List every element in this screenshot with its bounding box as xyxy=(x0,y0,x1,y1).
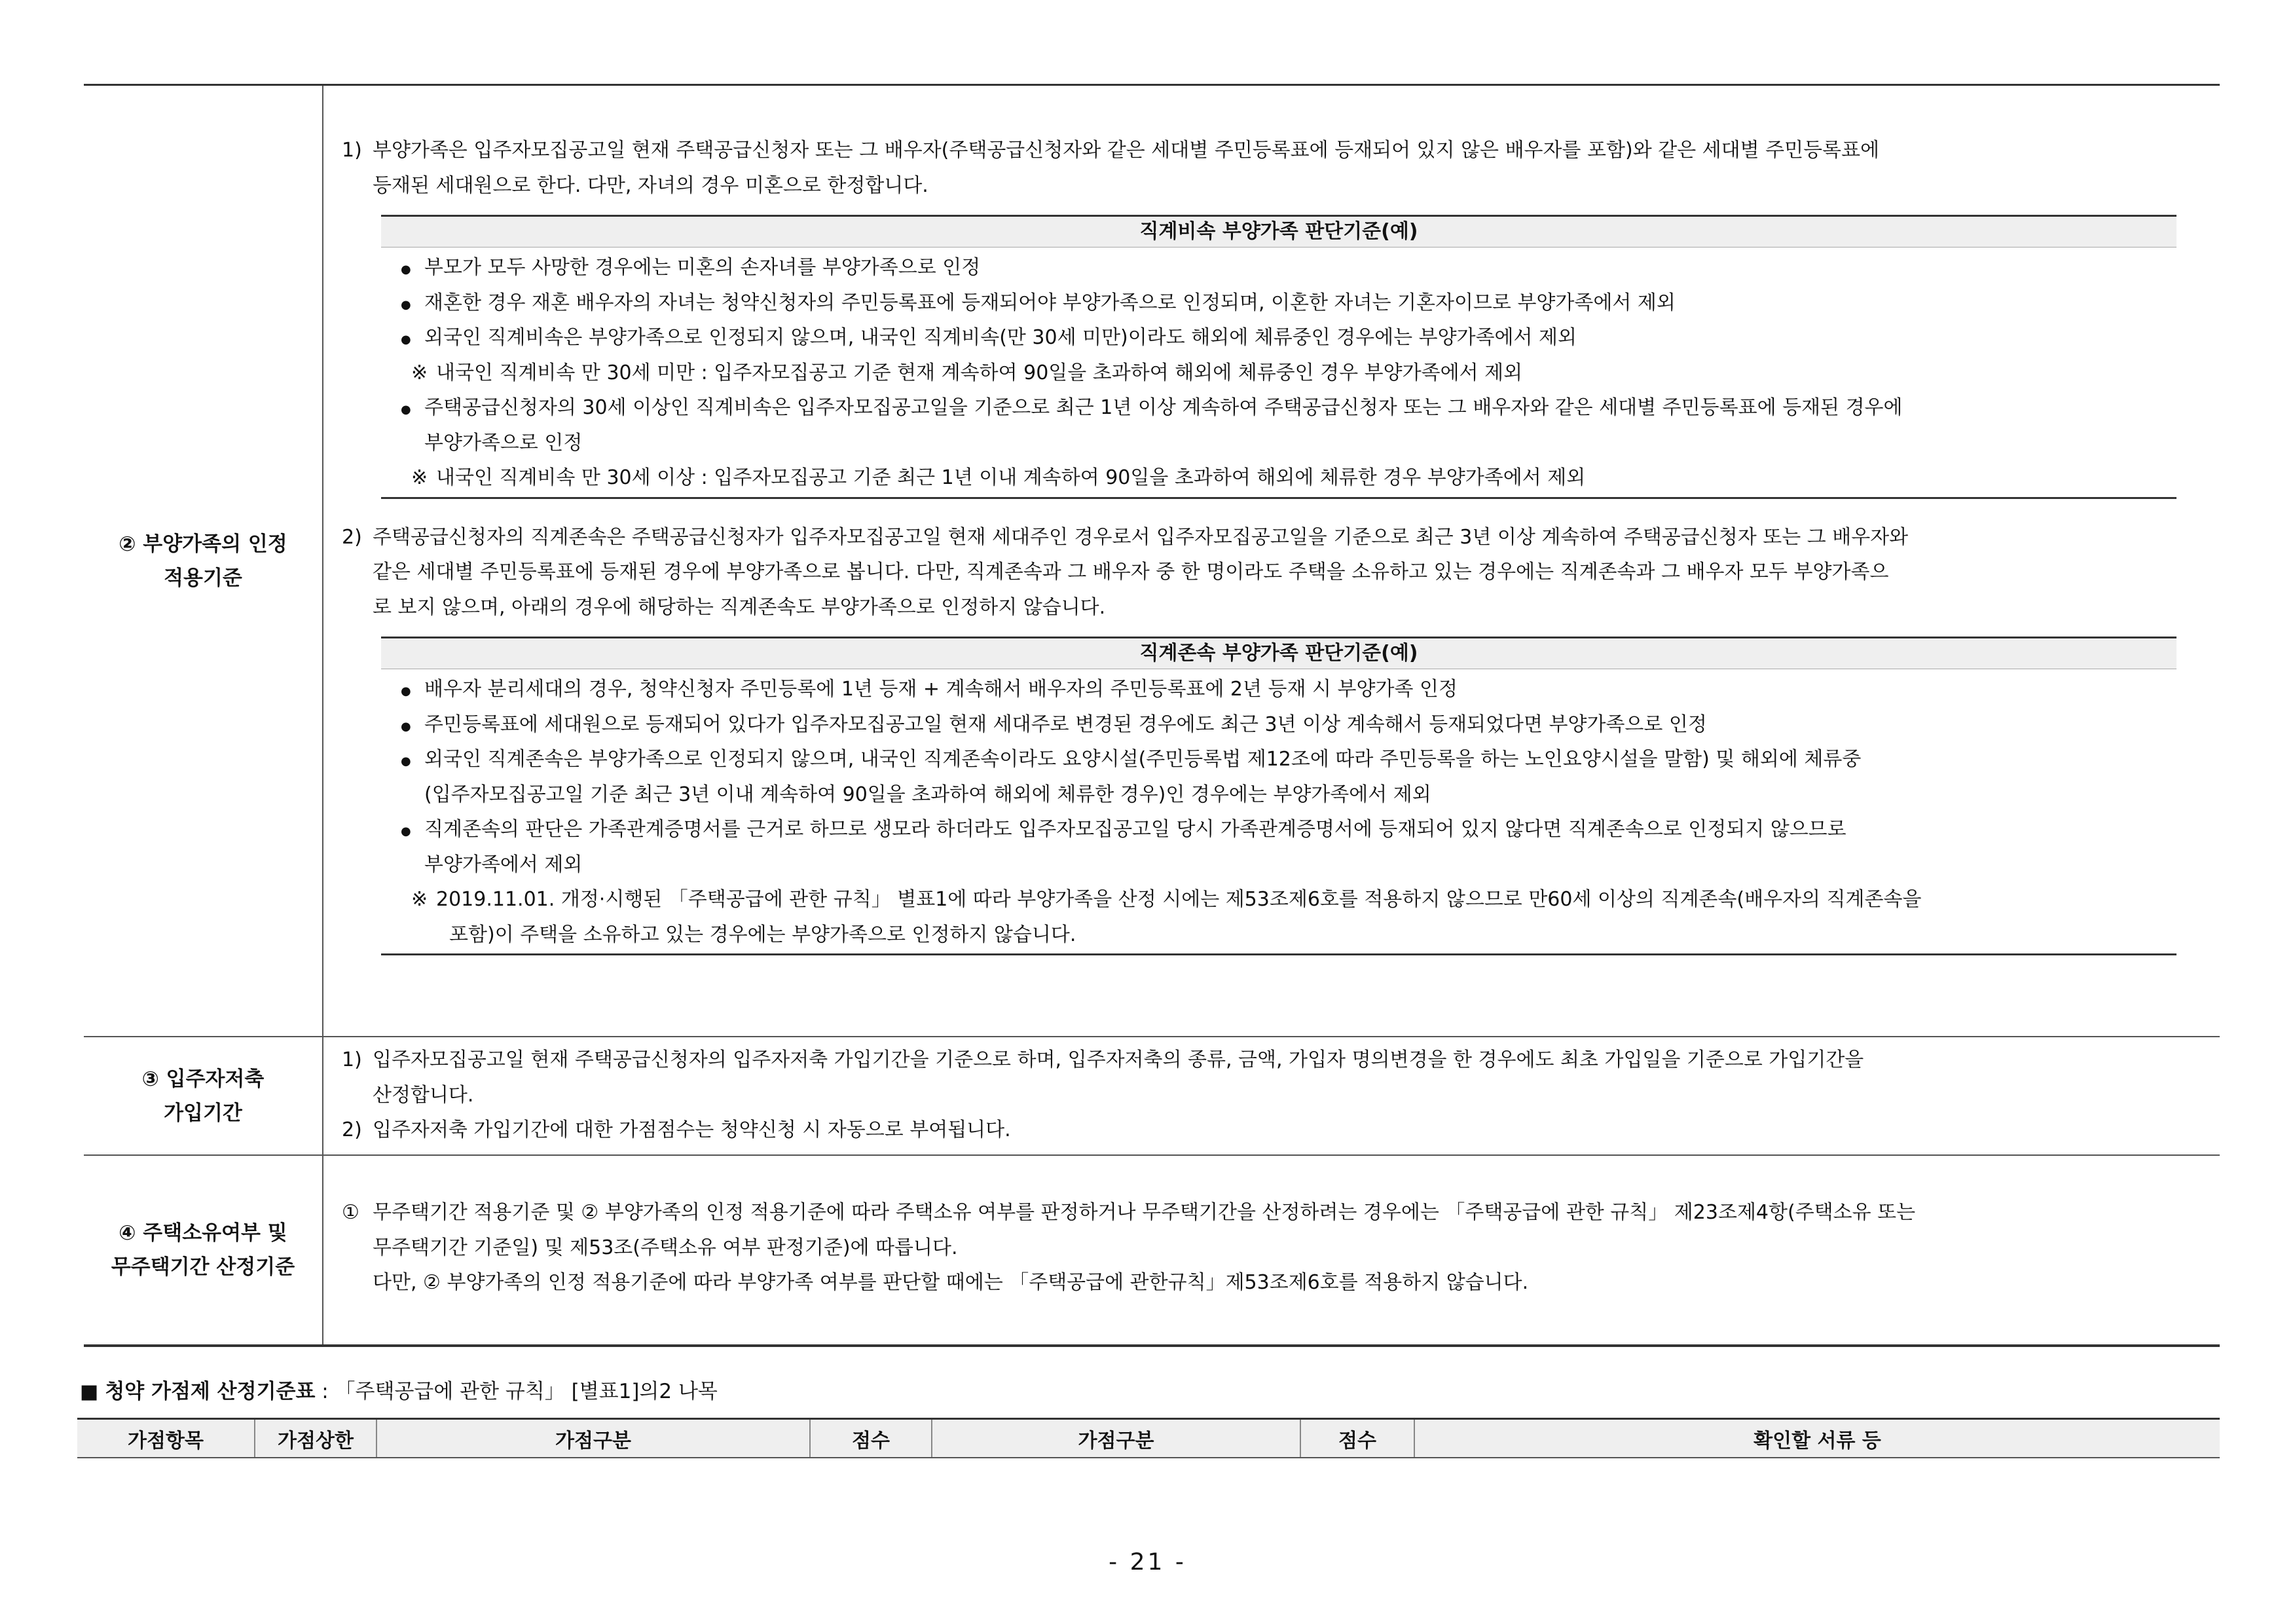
criteria-line: 부양가족으로 인정 xyxy=(424,431,583,454)
criteria-item xyxy=(401,672,2176,707)
note-mark: ※ xyxy=(411,888,428,911)
criteria-line: ● 부모가 모두 사망한 경우에는 미혼의 손자녀를 부양가족으로 인정 xyxy=(424,256,981,279)
descendant-criteria-box xyxy=(381,215,2176,499)
criteria-line: ● 주민등록표에 세대원으로 등재되어 있다가 입주자모집공고일 현재 세대주로 변경된 경우에도 최근 3년 이상 계속해서 등재되었다면 부양가족으로 인정 xyxy=(424,712,1707,736)
row-label-line: 가입기간 xyxy=(164,1101,242,1125)
row-body-home-ownership xyxy=(323,1156,2220,1344)
paragraph-2 xyxy=(342,520,2207,625)
paragraph-1 xyxy=(342,133,2207,203)
paragraph-line: 주택공급신청자의 직계존속은 주택공급신청자가 입주자모집공고일 현재 세대주인 경우로서 입주자모집공고일을 기준으로 최근 3년 이상 계속하여 주택공급신청자 또는 그 배우자와 xyxy=(373,525,1909,549)
score-column-header: 가점항목 xyxy=(77,1420,255,1457)
criteria-item xyxy=(401,320,2176,356)
paragraph-line: 산정합니다. xyxy=(373,1083,474,1107)
paragraph-1 xyxy=(342,1043,2207,1113)
section-title-bold: 청약 가점제 산정기준표 xyxy=(105,1380,316,1403)
row-label-home-ownership xyxy=(84,1156,323,1344)
paragraph-line: 무주택기간 기준일) 및 제53조(주택소유 여부 판정기준)에 따릅니다. xyxy=(373,1236,958,1259)
section-title-rest: : 「주택공급에 관한 규칙」 [별표1]의2 나목 xyxy=(315,1380,718,1403)
criteria-table xyxy=(84,84,2220,1347)
criteria-note xyxy=(401,882,2176,952)
row-label-line: 무주택기간 산정기준 xyxy=(111,1255,295,1279)
square-bullet-icon: ■ xyxy=(80,1380,99,1403)
score-column-header: 가점구분 xyxy=(932,1420,1301,1457)
row-label-savings xyxy=(84,1037,323,1154)
criteria-line: ● 재혼한 경우 재혼 배우자의 자녀는 청약신청자의 주민등록표에 등재되어야 부양가족으로 인정되며, 이혼한 자녀는 기혼자이므로 부양가족에서 제외 xyxy=(424,291,1676,314)
paragraph-line: 무주택기간 적용기준 및 ② 부양가족의 인정 적용기준에 따라 주택소유 여부를 판정하거나 무주택기간을 산정하려는 경우에는 「주택공급에 관한 규칙」 제23조제4항(주택소유 또는 xyxy=(373,1201,1916,1224)
criteria-item xyxy=(401,812,2176,882)
ascendant-criteria-box xyxy=(381,637,2176,955)
criteria-item xyxy=(401,742,2176,812)
score-column-header: 점수 xyxy=(1301,1420,1415,1457)
paragraph-line: 다만, ② 부양가족의 인정 적용기준에 따라 부양가족 여부를 판단할 때에는 「주택공급에 관한규칙」제53조제6호를 적용하지 않습니다. xyxy=(373,1271,1529,1294)
paragraph-number: ① xyxy=(342,1201,359,1224)
criteria-item xyxy=(401,250,2176,286)
row-label-line: ③ 입주자저축 xyxy=(141,1067,265,1091)
descendant-criteria-list xyxy=(381,248,2176,497)
paragraph-line: 입주자저축 가입기간에 대한 가점점수는 청약신청 시 자동으로 부여됩니다. xyxy=(373,1118,1011,1141)
paragraph-2 xyxy=(342,1113,2207,1148)
criteria-line: 내국인 직계비속 만 30세 이상 : 입주자모집공고 기준 최근 1년 이내 계속하여 90일을 초과하여 해외에 체류한 경우 부양가족에서 제외 xyxy=(436,466,1586,489)
criteria-line: 2019.11.01. 개정·시행된 「주택공급에 관한 규칙」 별표1에 따라 부양가족을 산정 시에는 제53조제6호를 적용하지 않으므로 만60세 이상의 직계존속(배우자의 직계존속을 xyxy=(436,888,1922,911)
paragraph-number: 1) xyxy=(342,139,362,162)
score-table-header xyxy=(77,1418,2220,1458)
row-label-line: ② 부양가족의 인정 xyxy=(119,532,287,556)
criteria-note xyxy=(401,460,2176,496)
criteria-line: 포함)이 주택을 소유하고 있는 경우에는 부양가족으로 인정하지 않습니다. xyxy=(449,923,1076,946)
score-column-header: 가점구분 xyxy=(377,1420,811,1457)
row-label-line: ④ 주택소유여부 및 xyxy=(119,1221,287,1245)
row-label-dependents xyxy=(84,86,323,1036)
paragraph-number: 2) xyxy=(342,1118,362,1141)
score-column-header: 확인할 서류 등 xyxy=(1753,1429,1881,1452)
descendant-criteria-title: 직계비속 부양가족 판단기준(예) xyxy=(381,217,2176,248)
paragraph-line: 등재된 세대원으로 한다. 다만, 자녀의 경우 미혼으로 한정합니다. xyxy=(373,174,928,197)
criteria-line: 내국인 직계비속 만 30세 미만 : 입주자모집공고 기준 현재 계속하여 90일을 초과하여 해외에 체류중인 경우 부양가족에서 제외 xyxy=(436,361,1523,384)
paragraph-line: 부양가족은 입주자모집공고일 현재 주택공급신청자 또는 그 배우자(주택공급신청자와 같은 세대별 주민등록표에 등재되어 있지 않은 배우자를 포함)와 같은 세대별 주민등록표에 xyxy=(373,139,1880,162)
paragraph-line: 로 보지 않으며, 아래의 경우에 해당하는 직계존속도 부양가족으로 인정하지 않습니다. xyxy=(373,595,1106,619)
criteria-note xyxy=(401,356,2176,391)
criteria-line: ● 배우자 분리세대의 경우, 청약신청자 주민등록에 1년 등재 + 계속해서 배우자의 주민등록표에 2년 등재 시 부양가족 인정 xyxy=(424,678,1458,701)
scoring-section xyxy=(77,1375,2220,1458)
criteria-line: ● 외국인 직계비속은 부양가족으로 인정되지 않으며, 내국인 직계비속(만 30세 미만)이라도 해외에 체류중인 경우에는 부양가족에서 제외 xyxy=(424,326,1577,349)
row-body-savings xyxy=(323,1037,2220,1154)
score-column-header: 점수 xyxy=(811,1420,932,1457)
section-title xyxy=(77,1375,2220,1409)
page-number: - 21 - xyxy=(1109,1549,1186,1576)
ascendant-criteria-list xyxy=(381,669,2176,953)
criteria-line: ● 외국인 직계존속은 부양가족으로 인정되지 않으며, 내국인 직계존속이라도 요양시설(주민등록법 제12조에 따라 주민등록을 하는 노인요양시설을 말함) 및 해외에 체류중 xyxy=(424,748,1862,771)
table-row-dependents xyxy=(84,86,2220,1037)
ascendant-criteria-title: 직계존속 부양가족 판단기준(예) xyxy=(381,638,2176,669)
paragraph-1 xyxy=(342,1195,2207,1301)
table-row-savings xyxy=(84,1037,2220,1156)
criteria-item xyxy=(401,286,2176,321)
row-label-line: 적용기준 xyxy=(164,566,242,590)
note-mark: ※ xyxy=(411,466,428,489)
score-column-header: 가점상한 xyxy=(255,1420,377,1457)
paragraph-number: 1) xyxy=(342,1048,362,1071)
paragraph-line: 같은 세대별 주민등록표에 등재된 경우에 부양가족으로 봅니다. 다만, 직계존속과 그 배우자 중 한 명이라도 주택을 소유하고 있는 경우에는 직계존속과 그 배우자 모두 부양가족으 xyxy=(373,561,1889,583)
row-body-dependents xyxy=(323,86,2220,1036)
criteria-line: 부양가족에서 제외 xyxy=(424,853,583,876)
criteria-item xyxy=(401,390,2176,460)
table-row-home-ownership xyxy=(84,1156,2220,1347)
paragraph-number: 2) xyxy=(342,525,362,549)
criteria-line: ● 직계존속의 판단은 가족관계증명서를 근거로 하므로 생모라 하더라도 입주자모집공고일 당시 가족관계증명서에 등재되어 있지 않다면 직계존속으로 인정되지 않으므로 xyxy=(424,818,1846,841)
criteria-line: (입주자모집공고일 기준 최근 3년 이내 계속하여 90일을 초과하여 해외에 체류한 경우)인 경우에는 부양가족에서 제외 xyxy=(424,783,1431,806)
paragraph-line: 입주자모집공고일 현재 주택공급신청자의 입주자저축 가입기간을 기준으로 하며, 입주자저축의 종류, 금액, 가입자 명의변경을 한 경우에도 최초 가입일을 기준으로 가입기간을 xyxy=(373,1048,1864,1071)
note-mark: ※ xyxy=(411,361,428,384)
criteria-line: ● 주택공급신청자의 30세 이상인 직계비속은 입주자모집공고일을 기준으로 최근 1년 이상 계속하여 주택공급신청자 또는 그 배우자와 같은 세대별 주민등록표에 등재된 경우에 xyxy=(424,396,1903,419)
criteria-item xyxy=(401,707,2176,743)
